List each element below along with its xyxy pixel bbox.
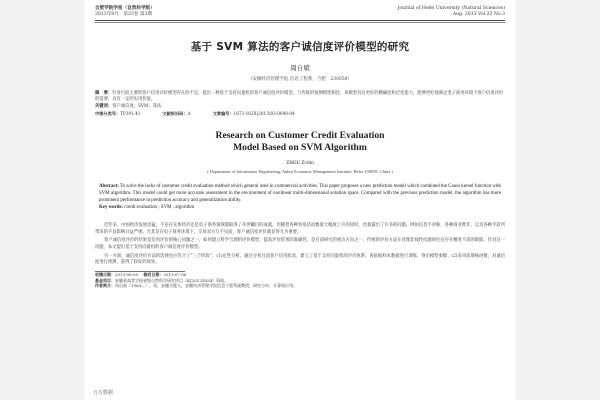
body-text [95, 223, 505, 267]
received-date: 2013-06-05 [115, 271, 139, 277]
keywords-en [95, 204, 505, 211]
clc-label: 中图分类号： [95, 110, 121, 116]
journal-name-en: Journal of Hefei University (Natural Sciences) [397, 6, 505, 11]
keywords-cn-text: 客户诚信度；SVM；算法 [112, 103, 162, 109]
footnote-bio [95, 283, 505, 289]
clc [95, 111, 140, 117]
abstract-en-block [95, 183, 505, 204]
issue-cn: 2013年8月 第23卷 第3期 [95, 12, 152, 17]
fund-label: 基金项目： [95, 277, 115, 283]
doc-code [162, 111, 190, 117]
body-paragraph: 另一方面，诚信度评价方法的选择也应符合了“三个阶段”，(1)定性分析，通过分析目前客户信用状况，建立了基于支持向量机的评价体系，再依据样本数据进行训练，得出模型参数；(2)采用高斯核函数，对诚信度进行预测，获得了较好的效果。 [95, 253, 505, 266]
abstract-en-label: Abstract: [99, 183, 119, 189]
title-en-line2: Model Based on SVM Algorithm [233, 141, 367, 153]
received-label: 收稿日期： [95, 271, 115, 277]
abstract-en [99, 183, 501, 204]
paper-page [85, 0, 515, 400]
abstract-cn-label: 摘 要： [95, 91, 113, 96]
article-no-value: 1673-162X(2013)03-0048-04 [233, 110, 295, 116]
keywords-cn-label: 关键词： [95, 103, 113, 109]
keywords-en-label: Key words: [99, 205, 124, 211]
abstract-cn [95, 91, 505, 104]
journal-name-cn: 合肥学院学报（自然科学版） [95, 6, 155, 11]
author-cn: 周自斌 [290, 64, 310, 72]
title-en-line1: Research on Customer Credit Evaluation [215, 129, 385, 141]
running-head [95, 0, 505, 18]
author-en: ZHOU Zi-bin [286, 160, 314, 166]
abstract-cn-text: 针对目前主要的客户信用评价模型存在的不足，提出一种基于支持向量机的客户诚信度评价模型。与传统的预测模型相比，该模型具有更好的精确度和泛化能力，能够更好地满足电子商务环境下客户信用评价的需要，具有一定的实用价值。 [95, 91, 504, 103]
body-paragraph: 近年来，中国经济发展迅猛，不论在实体经济还是电子商务领域都取得了举世瞩目的成就，但随着各种贸易活动数量大幅度上升的同时，也暴露出了许多的问题，例如信息不对称、各种商业欺诈，以及各种手段所带来的不良影响日益严重。尤其是在电子商务环境下，交易双方互不见面，客户诚信度评价就显得尤为重要。 [95, 223, 505, 235]
revised-label: 修回日期： [143, 271, 164, 277]
affiliation-en: ( Department of Information Engineering, Anhui Economic Management Institute, Hefei 230059, China ) [207, 168, 393, 174]
header-rule-thin [95, 22, 505, 23]
affiliation-cn: （安徽经济管理学院 信息工程系，合肥 230059） [247, 77, 353, 82]
classification-row [95, 111, 505, 117]
fund-text: 安徽省高等学校省级自然科学研究项目（KJ2012Z054）资助。 [115, 277, 229, 283]
revised-date: 2013-07-06 [163, 271, 187, 277]
issue-en: Aug. 2013 Vol.23 No.3 [452, 12, 505, 17]
bio-label: 作者简介： [95, 283, 115, 289]
keywords-cn [95, 104, 505, 110]
title-cn: 基于 SVM 算法的客户诚信度评价模型的研究 [190, 41, 410, 53]
article-no-label: 文章编号： [212, 110, 234, 116]
abstract-en-text: To solve the lacks of customer credit evaluation method which general used in commercial activities, This paper proposes a new prediction model which combined the Gauss kernel function with SVM algorithm. This model could get more accurate assessment in the environment of nonlinear multi-dimensional solution space. Compared with the previous prediction model, the algorithm has more prominent performance in prediction accuracy and generalization ability. [99, 183, 501, 204]
clc-value: TP391.41 [120, 110, 141, 116]
keywords-en-text: credit evaluation ; SVM ; algorithm [124, 205, 195, 211]
header-rule [95, 20, 505, 21]
abstract-cn-block [95, 91, 505, 117]
article-no [213, 111, 295, 117]
title-en [95, 130, 505, 154]
doc-code-label: 文献标识码： [162, 110, 188, 116]
doc-code-value: A [187, 110, 191, 116]
body-paragraph: 客户诚信度评价的结果是信用评价的核心问题之一，如何建立科学合理的评价模型，提高评价结果的准确性，是目前研究的重点方向之一，传统的评价方法在处理非线性问题时往往存在精度不高的缺陷，针对这一问题，本文提出基于支持向量机的客户诚信度评价模型。 [95, 238, 505, 251]
bio-text: 周自斌（1963—），男，安徽合肥人，安徽经济管理学院信息工程系副教授，研究方向：计算机应用。 [115, 283, 298, 289]
page-watermark: 万方数据 [93, 390, 114, 396]
